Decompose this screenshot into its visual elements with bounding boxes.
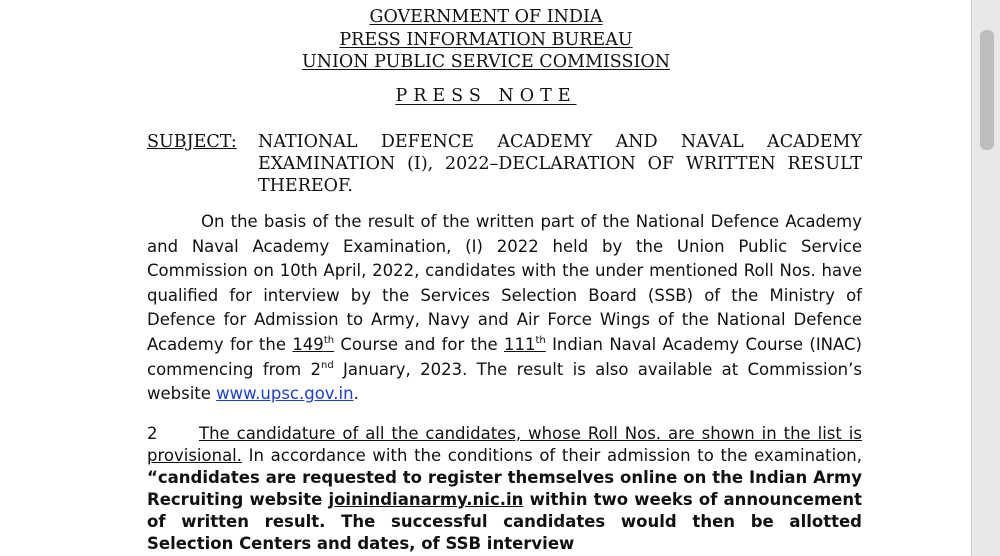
registration-instruction: “candidates are requested to register themselves online on the Indian Army Recruiting website joinindianarmy.nic.in within two weeks of announcement of written result. The successful candidates would then be allotted Selection Centers and dates, of SSB interview [147, 468, 862, 553]
paragraph-2 [147, 423, 862, 555]
header-line-upsc: UNION PUBLIC SERVICE COMMISSION [301, 52, 671, 72]
para1-text-3: Indian Naval Academy Course (INAC) commencing from 2 [147, 334, 862, 379]
para1-text-1: On the basis of the result of the written part of the National Defence Academy and Naval Academy Examination, (I) 2022 held by the Union Public Service Commission on 10th April, 2022, candidates with the under mentioned Roll Nos. have qualified for interview by the Services Selection Board (SSB) of the Ministry of Defence for Admission to Army, Navy and Air Force Wings of the National Defence Academy for the [147, 212, 862, 354]
header-line-government: GOVERNMENT OF INDIA [369, 7, 603, 27]
press-note-title: PRESS NOTE [395, 86, 577, 106]
course-number-nda: 149th [292, 334, 335, 354]
provisional-notice: The candidature of all the candidates, whose Roll Nos. are shown in the list is provisional. [147, 424, 862, 465]
para1-text-4: January, 2023. The result is also available at Commission’s website [147, 359, 862, 404]
subject-label: SUBJECT: [147, 132, 237, 152]
para1-text-2: Course and for the [334, 334, 504, 354]
para2-text-1: In accordance with the conditions of their admission to the examination, [242, 446, 862, 465]
paragraph-number: 2 [147, 424, 158, 443]
subject-text: NATIONAL DEFENCE ACADEMY AND NAVAL ACADEMY EXAMINATION (I), 2022–DECLARATION OF WRITTEN RESULT THEREOF. [258, 132, 862, 196]
header-line-pib: PRESS INFORMATION BUREAU [339, 30, 633, 50]
date-suffix: nd [321, 359, 334, 371]
scrollbar-thumb[interactable] [980, 30, 994, 150]
paragraph-1: On the basis of the result of the written part of the National Defence Academy and Naval Academy Examination, (I) 2022 held by the Union Public Service Commission on 10th April, 2022, candidates with the under mentioned Roll Nos. have qualified for interview by the Services Selection Board (SSB) of the Ministry of Defence for Admission to Army, Navy and Air Force Wings of the National Defence Academy for the 149th Course and for the 111th Indian Naval Academy Course (INAC) commencing from 2nd January, 2023. The result is also available at Commission’s website www.upsc.gov.in. [147, 212, 862, 404]
upsc-website-link[interactable]: www.upsc.gov.in [216, 384, 354, 404]
course-number-inac: 111th [504, 334, 546, 354]
army-recruiting-link[interactable]: joinindianarmy.nic.in [328, 490, 524, 509]
vertical-scrollbar[interactable] [971, 0, 1000, 556]
